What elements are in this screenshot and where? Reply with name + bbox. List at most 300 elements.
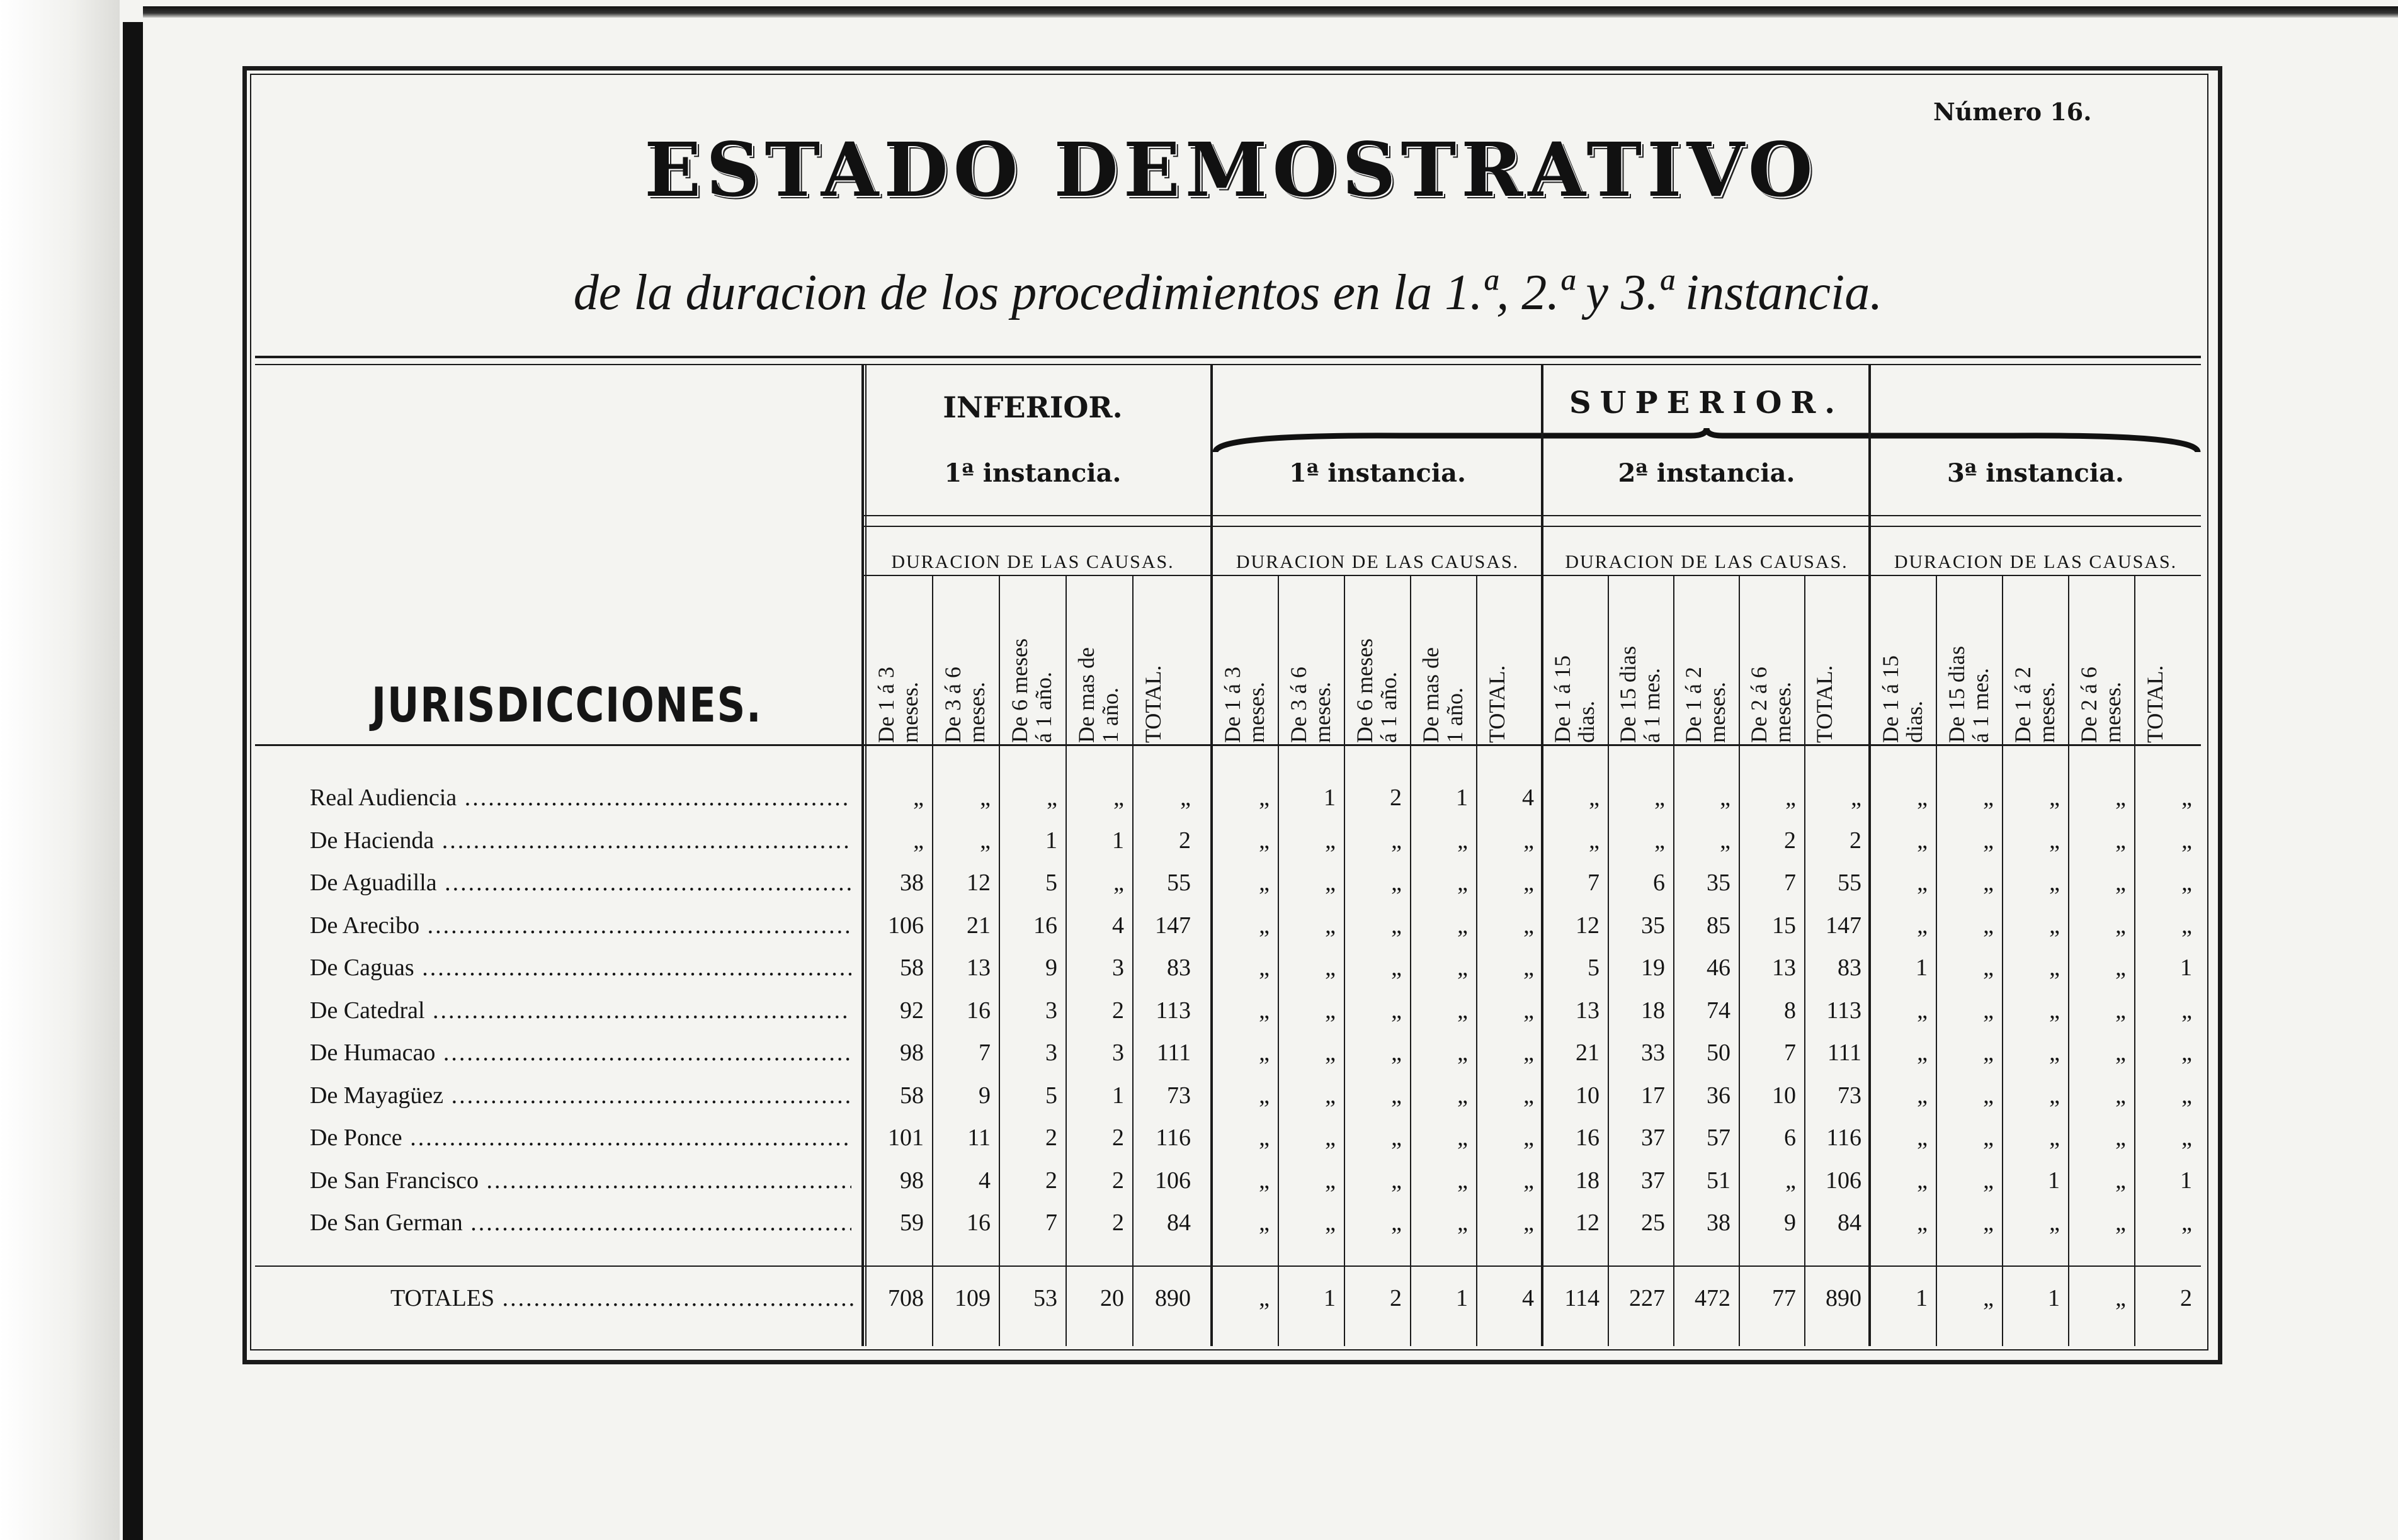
table-cell: 38: [1707, 1209, 1730, 1236]
table-cell: „: [1457, 1082, 1468, 1109]
table-cell: „: [1785, 1167, 1796, 1194]
table-cell: 73: [1167, 1082, 1191, 1109]
table-cell: „: [2181, 1124, 2192, 1151]
table-cell: 83: [1167, 954, 1191, 981]
table-cell: „: [1391, 1124, 1402, 1151]
document-number: Número 16.: [1933, 98, 2092, 126]
table-cell: 84: [1838, 1209, 1861, 1236]
table-cell: „: [2049, 827, 2060, 854]
table-cell: „: [2049, 1209, 2060, 1236]
table-cell: „: [1523, 997, 1534, 1024]
row-label: Real Audiencia .....: [310, 784, 851, 812]
column-header: De 1 á 2 meses.: [2010, 667, 2059, 743]
table-cell: „: [1523, 954, 1534, 981]
table-cell: „: [1259, 784, 1270, 811]
table-cell: „: [1654, 827, 1665, 854]
table-cell: „: [1523, 1124, 1534, 1151]
totals-cell: 1: [1916, 1285, 1928, 1311]
table-cell: 11: [967, 1124, 991, 1151]
totals-cell: 2: [2180, 1285, 2192, 1311]
table-cell: „: [1391, 997, 1402, 1024]
table-cell: 101: [888, 1124, 924, 1151]
totals-cell: 1: [1324, 1285, 1336, 1311]
header-rule-top-2: [255, 364, 2201, 365]
column-header: De 3 á 6 meses.: [1286, 667, 1335, 743]
table-cell: 35: [1641, 912, 1665, 939]
table-cell: „: [1720, 784, 1730, 811]
totals-cell: 114: [1564, 1285, 1600, 1311]
table-cell: 98: [900, 1167, 924, 1194]
table-cell: 9: [979, 1082, 991, 1109]
table-cell: „: [1589, 827, 1600, 854]
table-cell: „: [1259, 1209, 1270, 1236]
group-divider: [1868, 364, 1871, 1346]
table-cell: 37: [1641, 1124, 1665, 1151]
table-cell: 4: [1522, 784, 1534, 811]
table-cell: „: [1259, 1167, 1270, 1194]
column-header: De 2 á 6 meses.: [2076, 667, 2125, 743]
table-cell: 21: [967, 912, 991, 939]
table-cell: „: [1523, 1039, 1534, 1066]
table-cell: 7: [979, 1039, 991, 1066]
table-cell: 3: [1045, 997, 1057, 1024]
table-cell: „: [2181, 912, 2192, 939]
table-cell: 116: [1156, 1124, 1191, 1151]
instancia-rule: [863, 515, 2201, 516]
table-cell: 1: [1916, 954, 1928, 981]
table-cell: 3: [1112, 954, 1124, 981]
table-cell: „: [1523, 1209, 1534, 1236]
totals-label: TOTALES .....: [390, 1284, 853, 1312]
document-title: ESTADO DEMOSTRATIVO: [644, 126, 1818, 213]
table-cell: „: [2115, 1082, 2126, 1109]
table-cell: „: [913, 784, 924, 811]
table-cell: „: [1457, 997, 1468, 1024]
table-cell: 147: [1826, 912, 1861, 939]
column-header: TOTAL.: [1812, 665, 1837, 743]
table-cell: „: [1457, 1209, 1468, 1236]
table-cell: „: [980, 784, 991, 811]
table-cell: „: [1325, 954, 1336, 981]
table-cell: „: [1325, 1124, 1336, 1151]
page-margin: [0, 0, 120, 1540]
table-cell: „: [1917, 784, 1928, 811]
table-cell: „: [1391, 827, 1402, 854]
column-header: De 1 á 2 meses.: [1681, 667, 1730, 743]
table-cell: „: [2181, 1039, 2192, 1066]
table-cell: 147: [1155, 912, 1191, 939]
instancia-inferior-1: 1ª instancia.: [944, 458, 1122, 488]
superior-header: SUPERIOR.: [1569, 385, 1844, 421]
column-header: TOTAL.: [1484, 665, 1509, 743]
table-cell: „: [1917, 997, 1928, 1024]
table-cell: 46: [1707, 954, 1730, 981]
jurisdicciones-header: JURISDICCIONES.: [372, 677, 763, 733]
column-header: De mas de 1 año.: [1074, 647, 1123, 743]
table-cell: „: [2115, 869, 2126, 896]
table-cell: 17: [1641, 1082, 1665, 1109]
table-cell: 84: [1167, 1209, 1191, 1236]
table-cell: „: [1983, 1167, 1994, 1194]
table-cell: „: [1391, 1209, 1402, 1236]
duracion-superior-2: DURACION DE LAS CAUSAS.: [1565, 552, 1848, 572]
totals-cell: 2: [1390, 1285, 1402, 1311]
table-cell: 16: [967, 1209, 991, 1236]
table-cell: 1: [1456, 784, 1468, 811]
table-cell: 113: [1156, 997, 1191, 1024]
table-cell: 6: [1653, 869, 1665, 896]
table-cell: „: [1457, 954, 1468, 981]
group-divider: [1210, 364, 1213, 1346]
table-cell: „: [1983, 954, 1994, 981]
table-cell: 9: [1045, 954, 1057, 981]
instancia-superior-2: 2ª instancia.: [1618, 458, 1795, 488]
row-label: De Hacienda .....: [310, 827, 851, 854]
totals-cell: 890: [1826, 1285, 1861, 1311]
table-cell: 111: [1827, 1039, 1861, 1066]
table-cell: „: [1325, 1039, 1336, 1066]
table-cell: 2: [1112, 1124, 1124, 1151]
table-cell: „: [1325, 869, 1336, 896]
table-cell: „: [2049, 997, 2060, 1024]
table-cell: 116: [1826, 1124, 1861, 1151]
table-cell: „: [1113, 784, 1124, 811]
column-header: De 3 á 6 meses.: [940, 667, 989, 743]
column-header: De 15 dias á 1 mes.: [1944, 646, 1993, 743]
table-cell: 16: [967, 997, 991, 1024]
table-cell: „: [1259, 1124, 1270, 1151]
table-cell: „: [1983, 827, 1994, 854]
duracion-superior-1: DURACION DE LAS CAUSAS.: [1236, 552, 1520, 572]
table-cell: „: [2115, 1167, 2126, 1194]
table-cell: 50: [1707, 1039, 1730, 1066]
table-cell: „: [1983, 1209, 1994, 1236]
table-cell: 106: [1155, 1167, 1191, 1194]
top-edge-rule: [143, 6, 2398, 18]
duracion-rule: [863, 575, 2201, 576]
table-cell: „: [2181, 1082, 2192, 1109]
table-cell: 113: [1826, 997, 1861, 1024]
table-cell: „: [1523, 827, 1534, 854]
column-header: De 6 meses á 1 año.: [1352, 638, 1401, 743]
table-cell: 111: [1156, 1039, 1191, 1066]
table-cell: 74: [1707, 997, 1730, 1024]
table-cell: 6: [1784, 1124, 1796, 1151]
totals-cell: 109: [955, 1285, 991, 1311]
table-cell: 5: [1588, 954, 1600, 981]
totals-cell: „: [2115, 1285, 2126, 1311]
column-header: De 1 á 15 dias.: [1878, 655, 1927, 743]
totals-cell: 77: [1772, 1285, 1796, 1311]
row-label: De Aguadilla .....: [310, 869, 851, 897]
table-cell: 12: [1576, 1209, 1600, 1236]
table-cell: 1: [2048, 1167, 2060, 1194]
table-cell: 51: [1707, 1167, 1730, 1194]
table-cell: 1: [1324, 784, 1336, 811]
table-cell: „: [1259, 912, 1270, 939]
row-label: De San Francisco .....: [310, 1167, 851, 1194]
table-cell: „: [2049, 1039, 2060, 1066]
table-cell: 36: [1707, 1082, 1730, 1109]
table-cell: 15: [1772, 912, 1796, 939]
table-cell: 1: [1045, 827, 1057, 854]
table-cell: „: [1523, 912, 1534, 939]
row-label: De Ponce .....: [310, 1124, 851, 1152]
table-cell: 7: [1588, 869, 1600, 896]
table-cell: „: [2049, 784, 2060, 811]
table-cell: 12: [1576, 912, 1600, 939]
table-cell: „: [1917, 827, 1928, 854]
table-cell: 83: [1838, 954, 1861, 981]
table-cell: „: [1391, 1039, 1402, 1066]
table-cell: „: [1523, 1082, 1534, 1109]
duracion-superior-3: DURACION DE LAS CAUSAS.: [1894, 552, 2178, 572]
table-cell: 16: [1033, 912, 1057, 939]
table-cell: „: [1325, 1082, 1336, 1109]
table-cell: „: [1391, 954, 1402, 981]
table-cell: 2: [1784, 827, 1796, 854]
totals-cell: 1: [1456, 1285, 1468, 1311]
group-divider: [1541, 364, 1543, 1346]
column-header: De 1 á 15 dias.: [1550, 655, 1599, 743]
column-header: De 2 á 6 meses.: [1746, 667, 1795, 743]
instancia-rule-2: [863, 526, 2201, 527]
table-cell: „: [1983, 997, 1994, 1024]
table-cell: 9: [1784, 1209, 1796, 1236]
column-header: De 1 á 3 meses.: [873, 667, 923, 743]
column-header: De 1 á 3 meses.: [1220, 667, 1269, 743]
table-cell: „: [1523, 869, 1534, 896]
table-cell: „: [2049, 954, 2060, 981]
table-cell: „: [1983, 869, 1994, 896]
table-cell: „: [1983, 912, 1994, 939]
table-cell: „: [1391, 1167, 1402, 1194]
table-cell: 13: [967, 954, 991, 981]
row-label: De Arecibo .....: [310, 912, 851, 939]
table-cell: 4: [1112, 912, 1124, 939]
table-cell: „: [1259, 954, 1270, 981]
table-cell: 38: [900, 869, 924, 896]
table-cell: „: [1917, 1039, 1928, 1066]
table-cell: „: [2115, 784, 2126, 811]
table-cell: 3: [1112, 1039, 1124, 1066]
table-cell: „: [1325, 1167, 1336, 1194]
table-cell: 2: [1045, 1167, 1057, 1194]
row-label: De Caguas .....: [310, 954, 851, 982]
juris-divider-2: [865, 364, 867, 1346]
table-cell: „: [1259, 997, 1270, 1024]
table-cell: „: [2115, 1209, 2126, 1236]
table-cell: 35: [1707, 869, 1730, 896]
table-cell: 2: [1112, 997, 1124, 1024]
table-cell: „: [2115, 1124, 2126, 1151]
instancia-superior-3: 3ª instancia.: [1947, 458, 2124, 488]
table-cell: „: [1917, 912, 1928, 939]
table-cell: 73: [1838, 1082, 1861, 1109]
table-cell: „: [1917, 1167, 1928, 1194]
table-cell: „: [2115, 954, 2126, 981]
table-cell: 55: [1167, 869, 1191, 896]
table-cell: „: [1457, 1124, 1468, 1151]
table-cell: „: [1391, 869, 1402, 896]
table-cell: 5: [1045, 1082, 1057, 1109]
totals-cell: 20: [1100, 1285, 1124, 1311]
row-label: De Mayagüez .....: [310, 1082, 851, 1109]
column-header: De 6 meses á 1 año.: [1007, 638, 1056, 743]
table-cell: 7: [1045, 1209, 1057, 1236]
table-cell: 2: [1112, 1167, 1124, 1194]
table-cell: „: [1259, 827, 1270, 854]
table-cell: „: [1917, 869, 1928, 896]
table-cell: 21: [1576, 1039, 1600, 1066]
table-cell: 1: [1112, 1082, 1124, 1109]
row-label: De Catedral .....: [310, 997, 851, 1024]
table-cell: 1: [2180, 1167, 2192, 1194]
table-cell: „: [1180, 784, 1191, 811]
row-label: De San German .....: [310, 1209, 851, 1237]
table-cell: 13: [1576, 997, 1600, 1024]
totals-cell: 4: [1522, 1285, 1534, 1311]
table-cell: 98: [900, 1039, 924, 1066]
table-cell: 57: [1707, 1124, 1730, 1151]
table-cell: 19: [1641, 954, 1665, 981]
table-cell: 18: [1641, 997, 1665, 1024]
totals-cell: „: [1983, 1285, 1994, 1311]
table-cell: „: [2049, 1082, 2060, 1109]
table-cell: „: [1983, 1039, 1994, 1066]
table-cell: „: [913, 827, 924, 854]
totals-cell: „: [1259, 1285, 1270, 1311]
binding-shadow: [123, 22, 143, 1540]
table-cell: „: [2049, 912, 2060, 939]
table-cell: „: [1457, 912, 1468, 939]
table-cell: 1: [2180, 954, 2192, 981]
table-cell: 58: [900, 954, 924, 981]
table-cell: „: [1457, 869, 1468, 896]
table-cell: „: [2181, 869, 2192, 896]
totals-rule: [255, 1265, 2201, 1267]
table-cell: 2: [1045, 1124, 1057, 1151]
header-rule-top: [255, 356, 2201, 358]
table-cell: „: [1259, 1082, 1270, 1109]
row-label: De Humacao .....: [310, 1039, 851, 1067]
table-cell: „: [1983, 1124, 1994, 1151]
table-cell: „: [1457, 1039, 1468, 1066]
table-cell: „: [1917, 1209, 1928, 1236]
table-cell: „: [1325, 1209, 1336, 1236]
table-cell: „: [2049, 869, 2060, 896]
table-cell: 106: [1826, 1167, 1861, 1194]
table-cell: 2: [1112, 1209, 1124, 1236]
table-cell: 55: [1838, 869, 1861, 896]
table-cell: „: [1457, 827, 1468, 854]
table-cell: 3: [1045, 1039, 1057, 1066]
table-cell: „: [1785, 784, 1796, 811]
table-cell: „: [980, 827, 991, 854]
table-cell: „: [1391, 912, 1402, 939]
table-cell: 106: [888, 912, 924, 939]
table-cell: 12: [967, 869, 991, 896]
juris-divider: [861, 364, 864, 1346]
table-cell: „: [2181, 997, 2192, 1024]
table-cell: „: [2181, 1209, 2192, 1236]
table-cell: „: [1325, 827, 1336, 854]
table-cell: „: [1325, 912, 1336, 939]
table-cell: „: [1523, 1167, 1534, 1194]
totals-cell: 53: [1033, 1285, 1057, 1311]
inferior-header: INFERIOR.: [943, 390, 1123, 424]
table-cell: „: [1654, 784, 1665, 811]
table-cell: 8: [1784, 997, 1796, 1024]
table-cell: „: [1047, 784, 1057, 811]
table-cell: „: [2115, 912, 2126, 939]
totals-cell: 708: [888, 1285, 924, 1311]
table-cell: „: [1917, 1124, 1928, 1151]
column-header: TOTAL.: [2142, 665, 2168, 743]
column-header: De mas de 1 año.: [1418, 647, 1467, 743]
table-cell: 33: [1641, 1039, 1665, 1066]
table-cell: 58: [900, 1082, 924, 1109]
column-header: De 15 dias á 1 mes.: [1615, 646, 1664, 743]
totals-cell: 890: [1155, 1285, 1191, 1311]
table-cell: „: [1589, 784, 1600, 811]
duracion-inferior-1: DURACION DE LAS CAUSAS.: [891, 552, 1174, 572]
table-cell: 25: [1641, 1209, 1665, 1236]
table-cell: „: [1917, 1082, 1928, 1109]
table-cell: 1: [1112, 827, 1124, 854]
table-cell: „: [2115, 1039, 2126, 1066]
table-cell: 37: [1641, 1167, 1665, 1194]
totals-cell: 227: [1629, 1285, 1665, 1311]
superior-brace: [1212, 428, 2201, 453]
table-cell: „: [2181, 784, 2192, 811]
table-cell: 2: [1850, 827, 1861, 854]
table-cell: „: [1259, 869, 1270, 896]
instancia-superior-1: 1ª instancia.: [1289, 458, 1466, 488]
table-cell: 2: [1179, 827, 1191, 854]
table-cell: 5: [1045, 869, 1057, 896]
table-cell: 18: [1576, 1167, 1600, 1194]
column-header: TOTAL.: [1140, 665, 1166, 743]
table-cell: „: [1983, 784, 1994, 811]
table-cell: „: [2115, 997, 2126, 1024]
table-cell: „: [1325, 997, 1336, 1024]
table-cell: 16: [1576, 1124, 1600, 1151]
table-cell: „: [1983, 1082, 1994, 1109]
table-cell: „: [2049, 1124, 2060, 1151]
table-cell: „: [1113, 869, 1124, 896]
table-cell: 10: [1772, 1082, 1796, 1109]
table-cell: 10: [1576, 1082, 1600, 1109]
table-cell: 7: [1784, 1039, 1796, 1066]
table-cell: „: [1259, 1039, 1270, 1066]
header-rule-bottom: [255, 744, 2201, 746]
document-subtitle: de la duracion de los procedimientos en la 1.ª, 2.ª y 3.ª instancia.: [573, 265, 1883, 320]
table-cell: 4: [979, 1167, 991, 1194]
table-cell: 2: [1390, 784, 1402, 811]
table-cell: 85: [1707, 912, 1730, 939]
totals-cell: 472: [1695, 1285, 1730, 1311]
table-cell: „: [1457, 1167, 1468, 1194]
table-cell: „: [2115, 827, 2126, 854]
table-cell: 92: [900, 997, 924, 1024]
table-cell: „: [1720, 827, 1730, 854]
table-cell: 59: [900, 1209, 924, 1236]
table-cell: „: [2181, 827, 2192, 854]
table-cell: „: [1391, 1082, 1402, 1109]
table-cell: 13: [1772, 954, 1796, 981]
table-cell: 7: [1784, 869, 1796, 896]
